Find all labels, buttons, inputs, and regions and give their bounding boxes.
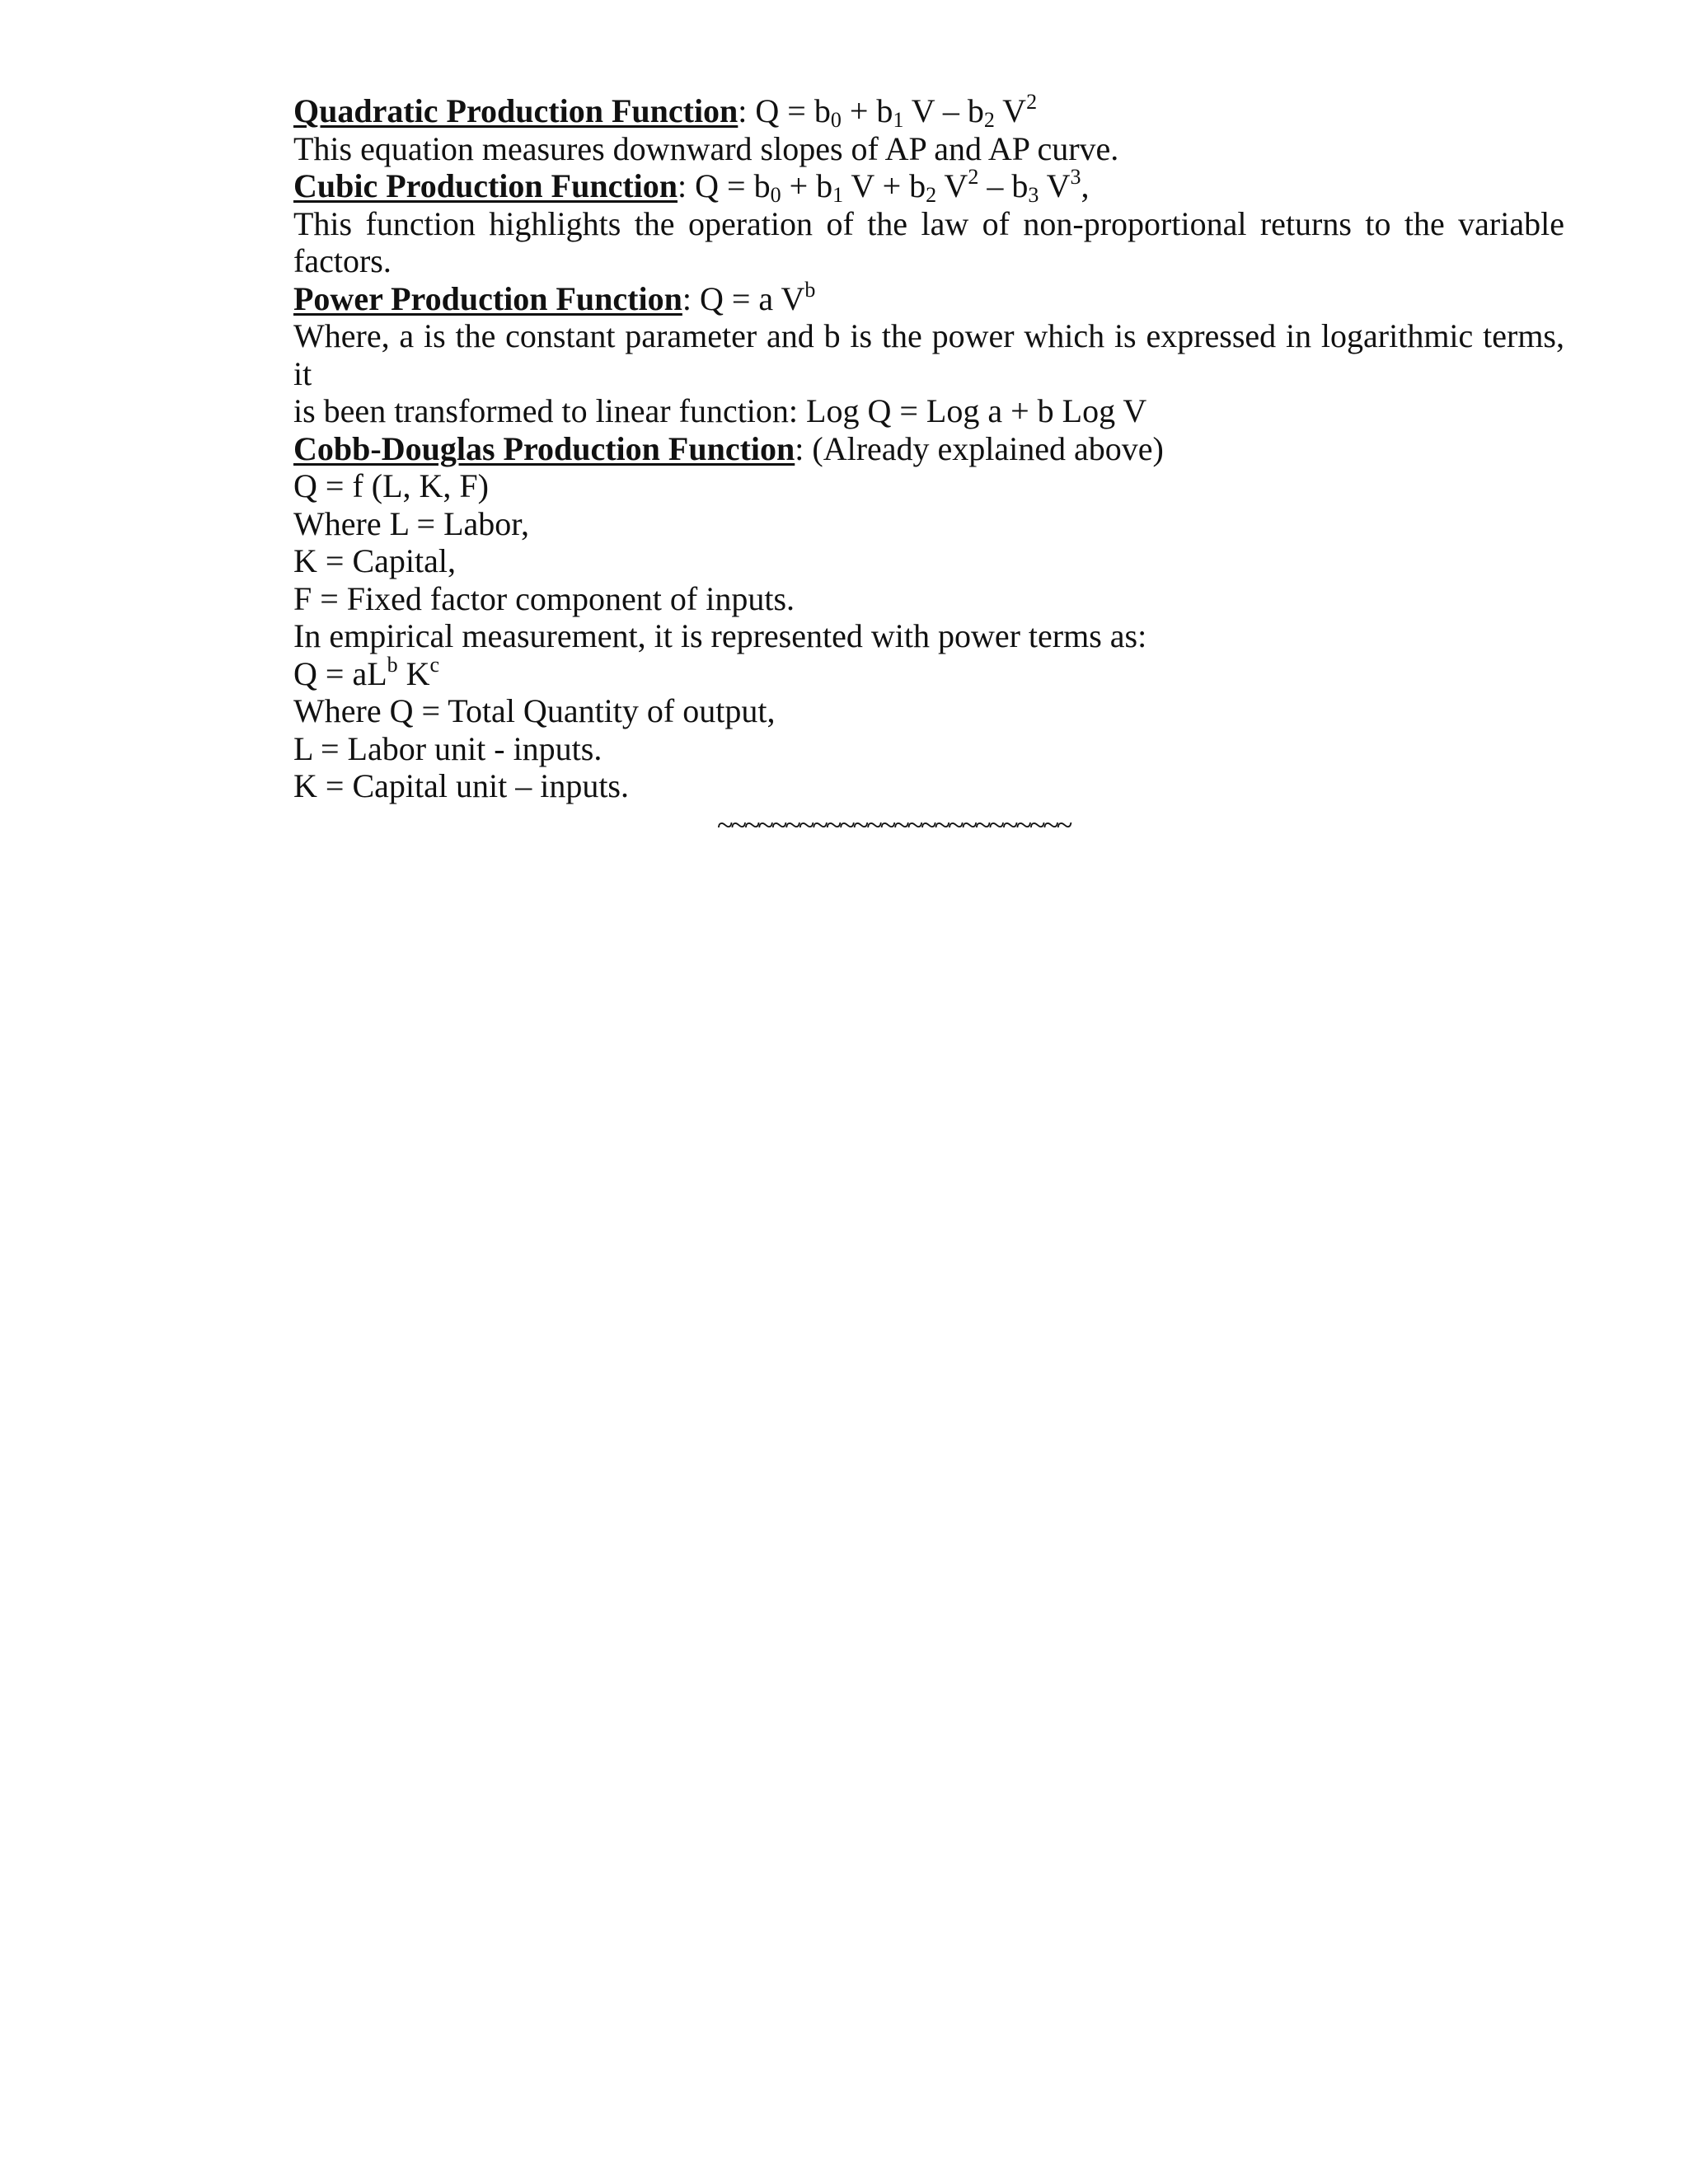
cobb-labor-unit: L = Labor unit - inputs. xyxy=(293,729,603,767)
cobb-where-labor: Where L = Labor, xyxy=(293,504,529,542)
cobb-equation: Q = f (L, K, F) xyxy=(293,467,489,504)
cubic-sup3: 3 xyxy=(1070,165,1081,189)
cobb-empirical: In empirical measurement, it is represented with power terms as: xyxy=(293,617,1147,654)
quadratic-eq-v2: V xyxy=(994,92,1027,129)
cubic-colon: : xyxy=(678,167,687,204)
cubic-heading: Cubic Production Function xyxy=(293,167,678,204)
power-colon: : xyxy=(682,279,692,317)
cubic-sub3: 3 xyxy=(1028,183,1039,207)
cobb-where-output: Where Q = Total Quantity of output, xyxy=(293,692,776,729)
power-description-line1: Where, a is the constant parameter and b is the power which is expressed in logarithmic terms, it xyxy=(293,317,1564,392)
cubic-sup2: 2 xyxy=(968,165,979,189)
cubic-eq-q: Q = b xyxy=(695,167,771,204)
power-eq: Q = a V xyxy=(699,279,805,317)
quadratic-colon: : xyxy=(738,92,748,129)
cobb-heading: Cobb-Douglas Production Function xyxy=(293,429,795,467)
cubic-eq-p1: + b xyxy=(781,167,833,204)
power-equation-line xyxy=(293,277,1564,318)
cobb-eq2-b: b xyxy=(387,652,398,677)
cubic-description-line2: factors. xyxy=(293,242,392,279)
document-body xyxy=(293,92,1564,805)
quadratic-equation-line xyxy=(293,92,1564,130)
quadratic-sub2: 2 xyxy=(983,108,995,132)
section-separator: ~~~~~~~~~~~~~~~~~~~~~~~~~~ xyxy=(717,808,1071,841)
cobb-note: : (Already explained above) xyxy=(795,429,1164,467)
quadratic-eq-v: V – b xyxy=(903,92,984,129)
cubic-equation-line xyxy=(293,167,1564,205)
quadratic-sup2: 2 xyxy=(1026,90,1038,114)
quadratic-eq-p1: + b xyxy=(841,92,893,129)
cobb-heading-line xyxy=(293,430,1564,468)
quadratic-sub0: 0 xyxy=(830,108,842,132)
cubic-sub1: 1 xyxy=(832,183,844,207)
cubic-sub2: 2 xyxy=(926,183,937,207)
cobb-power-equation xyxy=(293,652,1564,693)
cubic-description-line1: This function highlights the operation of the law of non-proportional returns to the variable xyxy=(293,204,1564,242)
cobb-eq2-k: K xyxy=(397,654,430,692)
quadratic-sub1: 1 xyxy=(893,108,904,132)
power-description-line2: is been transformed to linear function: Log Q = Log a + b Log V xyxy=(293,392,1147,429)
cubic-sub0: 0 xyxy=(770,183,781,207)
cubic-eq-v: V + b xyxy=(843,167,926,204)
cubic-eq-v2: V xyxy=(936,167,968,204)
cubic-eq-end: , xyxy=(1081,167,1090,204)
quadratic-heading: Quadratic Production Function xyxy=(293,92,738,129)
cobb-capital: K = Capital, xyxy=(293,542,456,579)
cobb-capital-unit: K = Capital unit – inputs. xyxy=(293,767,629,804)
power-sup: b xyxy=(804,277,816,302)
power-heading: Power Production Function xyxy=(293,279,682,317)
cubic-eq-v3: V xyxy=(1039,167,1071,204)
cubic-eq-m3: – b xyxy=(978,167,1029,204)
quadratic-description: This equation measures downward slopes of AP and AP curve. xyxy=(293,129,1119,167)
cobb-fixed-factor: F = Fixed factor component of inputs. xyxy=(293,579,795,617)
cobb-eq2-a: Q = aL xyxy=(293,654,387,692)
cobb-eq2-c: c xyxy=(429,652,440,677)
quadratic-eq-q: Q = b xyxy=(755,92,831,129)
